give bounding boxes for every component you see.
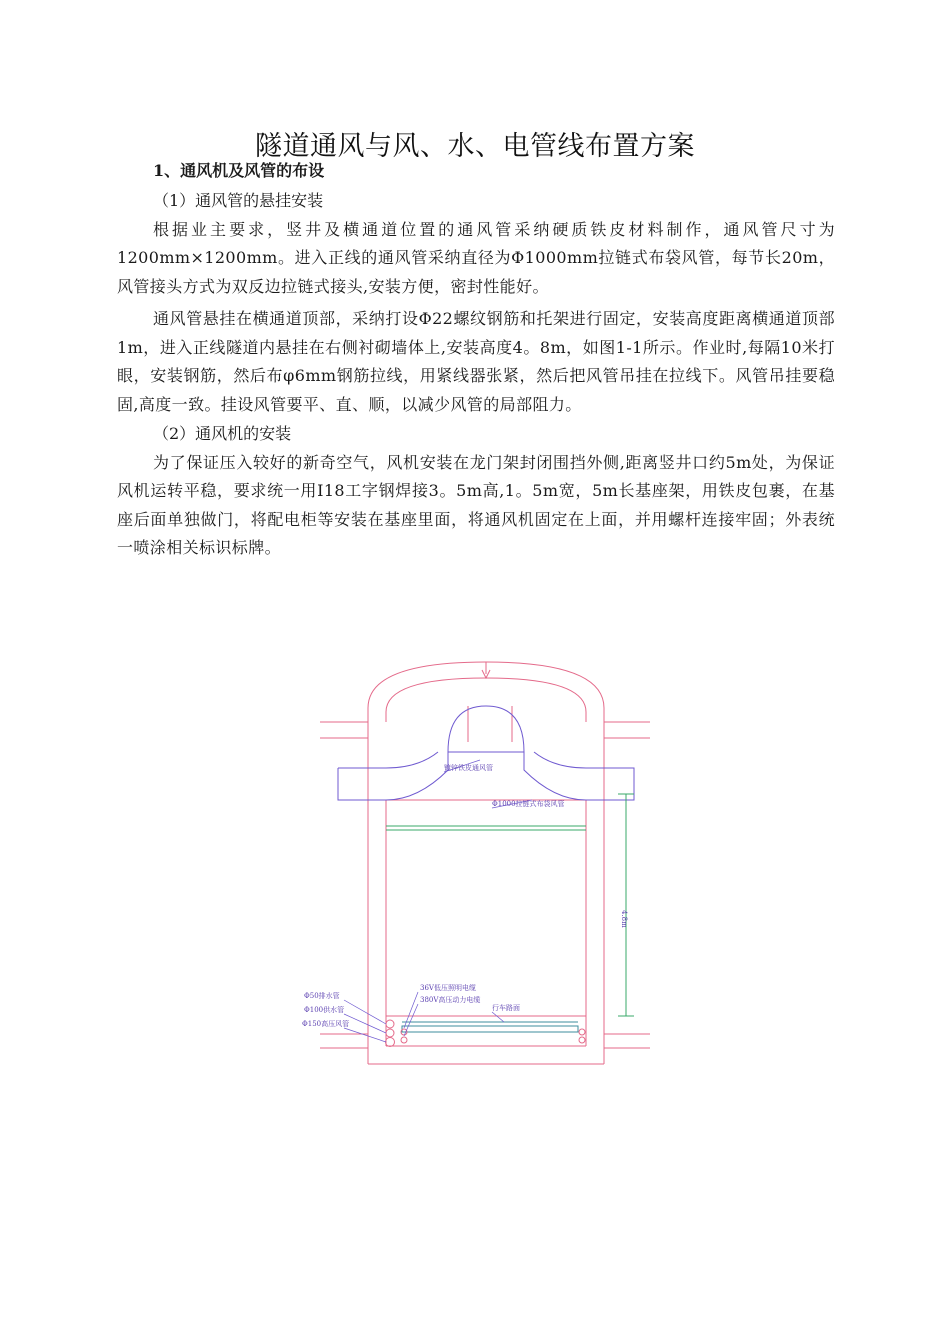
paragraph-fan-install: 为了保证压入较好的新奇空气，风机安装在龙门架封闭围挡外侧,距离竖井口约5m处，为保证风机运转平稳，要求统一用I18工字钢焊接3。5m高,1。5m宽，5m长基座架，用铁皮包裹，在基座后面单独做门，将配电柜等安装在基座里面，将通风机固定在上面，并用螺杆连接牢固；外表统一喷涂相关标识标牌。 (117, 452, 835, 557)
pipe-circles (386, 1020, 586, 1047)
label-cable-36v: 36V低压照明电缆 (420, 984, 476, 992)
document-body (117, 160, 835, 563)
tunnel-outline (320, 662, 650, 1064)
paragraph-duct-hanging: 通风管悬挂在横通道顶部，采纳打设Φ22螺纹钢筋和托架进行固定，安装高度距离横通道顶部1m，进入正线隧道内悬挂在右侧衬砌墙体上,安装高度4。8m，如图1-1所示。作业时,每隔10米打眼，安装钢筋，然后布φ6mm钢筋拉线，用紧线器张紧，然后把风管吊挂在拉线下。风管吊挂要稳固,高度一致。挂设风管要平、直、顺，以减少风管的局部阻力。 (117, 309, 835, 414)
label-walkway: 行车路面 (492, 1004, 520, 1012)
duct-rail-lines (386, 794, 634, 1016)
label-pipe-100: Φ100供水管 (304, 1006, 345, 1014)
document-title: 隧道通风与风、水、电管线布置方案 (255, 131, 695, 162)
section-heading-1: 1、通风机及风管的布设 (153, 161, 325, 180)
label-cloth-duct: Φ1000拉链式布袋风管 (492, 800, 565, 808)
tunnel-cross-section-figure (298, 660, 668, 1070)
walkway-lines (402, 1022, 578, 1032)
subsection-heading-fan: （2）通风机的安装 (153, 424, 292, 443)
ventilation-duct-lines (338, 706, 634, 800)
label-pipe-50: Φ50排水管 (304, 992, 340, 1000)
label-height-mark: 4.8m (620, 910, 628, 928)
label-pipe-150: Φ150高压风管 (302, 1020, 350, 1028)
label-iron-duct: 镀锌铁皮通风管 (444, 764, 493, 772)
subsection-heading-duct: （1）通风管的悬挂安装 (153, 191, 324, 210)
label-cable-380v: 380V高压动力电缆 (420, 996, 481, 1004)
tunnel-cross-section-drawing (298, 660, 668, 1070)
paragraph-duct-material: 根据业主要求，竖井及横通道位置的通风管采纳硬质铁皮材料制作，通风管尺寸为1200mm×1200mm。进入正线的通风管采纳直径为Φ1000mm拉链式布袋风管，每节长20m，风管接头方式为双反边拉链式接头,安装方便，密封性能好。 (117, 219, 835, 296)
